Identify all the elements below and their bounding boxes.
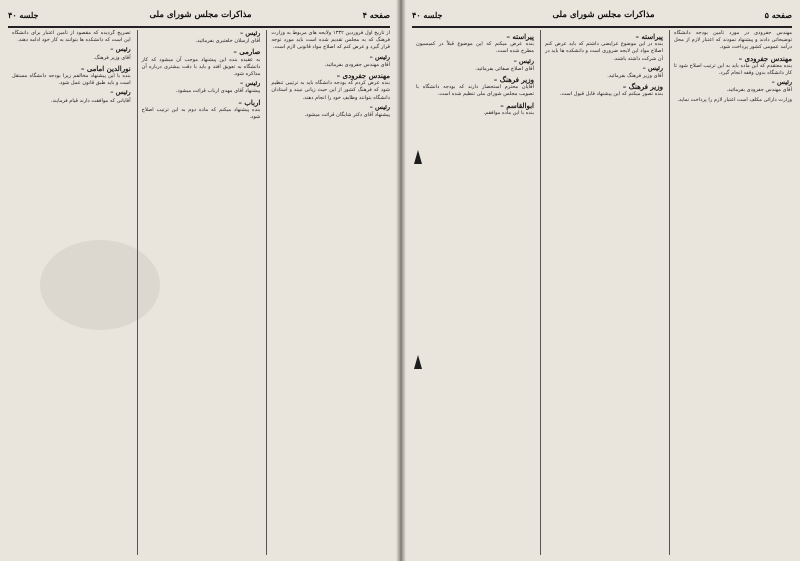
speaker-label: رئیس – xyxy=(110,45,131,54)
paragraph: از تاریخ اول فروردین ۱۳۳۲ ولایحه های مربوط به وزارت فرهنگ که به مجلس تقدیم شده است باید مورد توجه قرار گیرد و عرض کنم که اصلاح مواد قانونی لازم است. xyxy=(271,30,390,51)
text-column xyxy=(266,30,390,555)
paragraph: آقایان محترم استحضار دارند که بودجه دانشگاه با تصویب مجلس شورای ملی تنظیم شده است. xyxy=(416,84,534,98)
paragraph: بنده عرض کردم که بودجه دانشگاه باید به ترتیبی تنظیم شود که فرهنگ کشور از این حیث زیانی نبیند و استادان دانشگاه بتوانند وظایف خود را انجام دهند. xyxy=(271,80,390,101)
paragraph: آقای وزیر فرهنگ بفرمائید. xyxy=(607,73,663,80)
speaker-heading: پیراسته – xyxy=(635,32,663,41)
paragraph: بنده پیشنهاد میکنم که ماده دوم به این ترتیب اصلاح شود. xyxy=(141,106,261,121)
page-number: صفحه ۴ xyxy=(362,10,390,20)
paragraph: تصریح گردیده که مقصود از تأمین اعتبار برای دانشگاه این است که دانشکده ها بتوانند به کار خود ادامه دهند. xyxy=(11,30,131,44)
paragraph: بنده با این پیشنهاد مخالفم زیرا بودجه دانشگاه مستقل است و باید طبق قانون عمل شود. xyxy=(11,73,131,87)
paragraph: به عقیده بنده این پیشنهاد موجب آن میشود که کار دانشگاه به تعویق افتد و باید با دقت بیشتری درباره آن مذاکره شود. xyxy=(141,56,261,78)
paragraph: پیشنهاد آقای دکتر شایگان قرائت میشود. xyxy=(304,112,390,119)
text-column xyxy=(412,30,534,555)
paragraph: آقایانی که موافقت دارند قیام فرمایند. xyxy=(50,97,131,104)
left-page xyxy=(0,0,398,561)
session-number: جلسه ۴۰ xyxy=(412,10,443,20)
paragraph: پیشنهاد آقای مهدی ارباب قرائت میشود. xyxy=(175,88,261,95)
speaker-label: رئیس – xyxy=(369,52,390,61)
page-title: مذاکرات مجلس شورای ملی xyxy=(149,10,252,20)
paper-stain xyxy=(40,240,160,330)
paragraph: آقای اصلاح صفائی بفرمائید. xyxy=(475,65,534,72)
speaker-label: رئیس – xyxy=(239,79,261,88)
paragraph: بنده عرض میکنم که این موضوع قبلاً در کمیسیون مطرح شده است. xyxy=(416,41,534,55)
speaker-heading: صارمی – xyxy=(233,47,261,57)
right-page xyxy=(404,0,800,561)
speaker-heading: وزیر فرهنگ – xyxy=(493,75,534,85)
right-columns xyxy=(412,30,792,555)
paragraph: آقای ارسلان خلعتبری بفرمائید. xyxy=(195,38,261,45)
speaker-heading: پیراسته – xyxy=(506,32,534,41)
left-page-header xyxy=(8,4,390,28)
paragraph: بنده در این موضوع عرایضی داشتم که باید عرض کنم اصلاح مواد این لایحه ضروری است و دانشکده ها باید در آن شرکت داشته باشند. xyxy=(545,41,663,62)
paragraph: بنده با این ماده موافقم. xyxy=(483,109,534,116)
speaker-label: رئیس – xyxy=(239,30,261,37)
speaker-label: رئیس – xyxy=(771,78,792,87)
speaker-heading: نورالدین امامی – xyxy=(80,63,131,73)
session-number: جلسه ۴۰ xyxy=(8,10,39,20)
speaker-heading: مهندس جفرودی – xyxy=(738,53,792,63)
page-number: صفحه ۵ xyxy=(764,10,792,20)
speaker-heading: مهندس جفرودی – xyxy=(336,71,390,81)
paragraph: آقای مهندس جفرودی بفرمائید. xyxy=(726,87,792,94)
speaker-heading: وزیر فرهنگ – xyxy=(622,82,663,92)
paragraph: بنده معتقدم که این ماده باید به این ترتیب اصلاح شود تا کار دانشگاه بدون وقفه انجام گیرد. xyxy=(674,62,792,77)
paragraph: مهندس جفرودی در مورد تأمین بودجه دانشگاه توضیحاتی دادند و پیشنهاد نمودند که اعتبار لازم از محل درآمد عمومی کشور پرداخت شود. xyxy=(674,30,792,51)
speaker-label: رئیس – xyxy=(110,88,131,97)
right-page-header xyxy=(412,4,792,28)
paragraph: بنده تصور میکنم که این پیشنهاد قابل قبول است. xyxy=(559,91,663,98)
text-column xyxy=(540,30,663,555)
paragraph: وزارت دارائی مکلف است اعتبار لازم را پرداخت نماید. xyxy=(677,96,792,103)
page-title: مذاکرات مجلس شورای ملی xyxy=(552,10,655,20)
speaker-heading: ارباب – xyxy=(238,97,261,107)
speaker-heading: ابوالقاسم – xyxy=(500,100,534,110)
paragraph: آقای مهندس جفرودی بفرمائید. xyxy=(324,61,390,68)
paragraph: آقای وزیر فرهنگ. xyxy=(93,54,131,61)
speaker-label: رئیس – xyxy=(642,63,663,72)
speaker-label: رئیس – xyxy=(369,102,390,111)
text-column xyxy=(669,30,792,555)
speaker-label: رئیس – xyxy=(513,56,534,65)
